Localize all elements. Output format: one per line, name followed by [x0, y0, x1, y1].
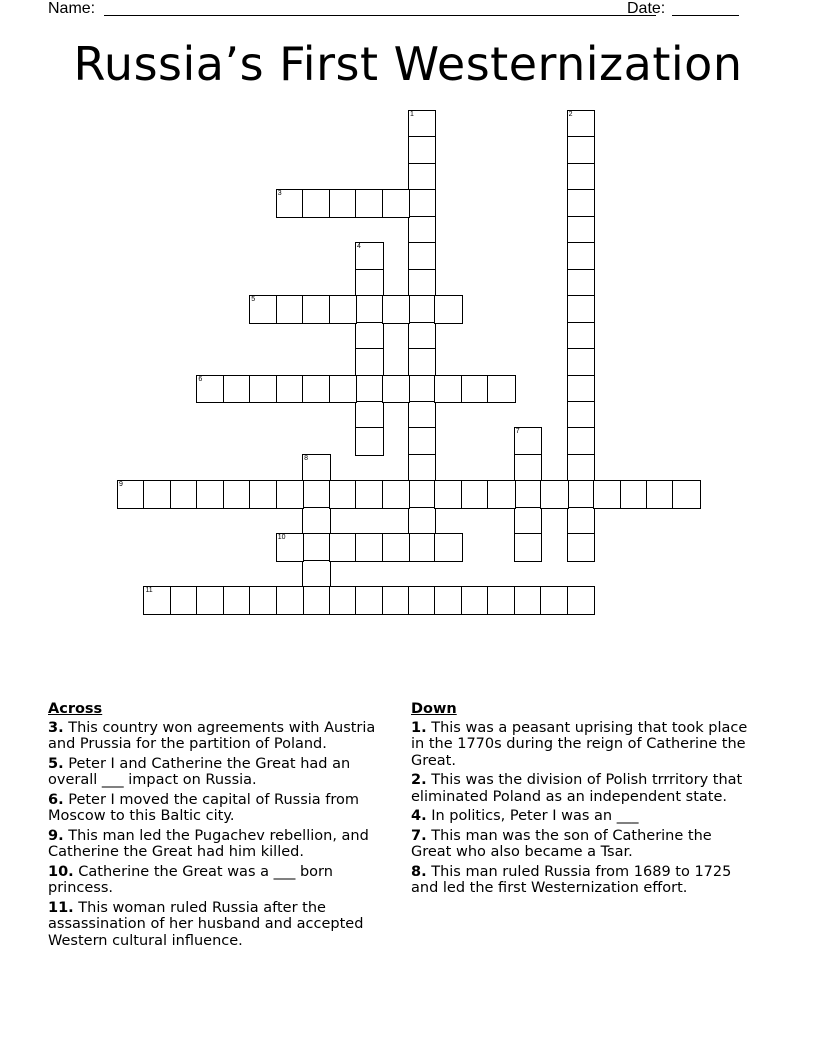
crossword-cell[interactable] [408, 136, 437, 165]
clue-number: 11. [48, 899, 74, 916]
crossword-cell[interactable] [355, 480, 384, 509]
clue-number: 10. [48, 863, 74, 880]
down-clue [411, 772, 756, 805]
crossword-cell[interactable] [567, 136, 596, 165]
crossword-cell[interactable] [408, 375, 437, 404]
clue-number: 1. [411, 719, 427, 736]
clue-number: 4 [357, 243, 361, 251]
crossword-cell[interactable] [329, 295, 358, 324]
crossword-cell[interactable] [408, 427, 437, 456]
crossword-cell[interactable] [329, 480, 358, 509]
crossword-cell[interactable] [567, 110, 596, 139]
crossword-cell[interactable] [408, 480, 437, 509]
crossword-cell[interactable] [302, 586, 331, 615]
crossword-cell[interactable] [646, 480, 675, 509]
crossword-cell[interactable] [408, 189, 437, 218]
crossword-cell[interactable] [276, 295, 305, 324]
clue-text: This man ruled Russia from 1689 to 1725 and led the first Westernization effort. [411, 863, 732, 896]
crossword-cell[interactable] [434, 586, 463, 615]
across-clue [48, 720, 393, 753]
crossword-cell[interactable] [567, 507, 596, 536]
crossword-cell[interactable] [143, 586, 172, 615]
across-heading: Across [48, 701, 103, 717]
crossword-cell[interactable] [355, 533, 384, 562]
clue-text: This woman ruled Russia after the assassination of her husband and accepted Western cultural influence. [48, 899, 364, 949]
crossword-cell[interactable] [249, 586, 278, 615]
crossword-cell[interactable] [249, 295, 278, 324]
crossword-cell[interactable] [620, 480, 649, 509]
crossword-cell[interactable] [408, 454, 437, 483]
crossword-cell[interactable] [355, 269, 384, 298]
clue-number: 5. [48, 755, 64, 772]
crossword-cell[interactable] [434, 295, 463, 324]
crossword-cell[interactable] [487, 586, 516, 615]
across-clue [48, 756, 393, 789]
clue-number: 2. [411, 772, 427, 788]
crossword-cell[interactable] [302, 454, 331, 483]
crossword-cell[interactable] [567, 533, 596, 562]
crossword-cell[interactable] [540, 480, 569, 509]
clue-number: 3 [277, 190, 282, 198]
down-heading: Down [411, 701, 457, 717]
crossword-cell[interactable] [302, 533, 331, 562]
crossword-cell[interactable] [567, 322, 596, 351]
crossword-cell[interactable] [196, 375, 225, 404]
crossword-cell[interactable] [355, 427, 384, 456]
clue-number: 8. [411, 863, 427, 880]
across-clue [48, 792, 393, 825]
clue-text: Catherine the Great was a ___ born princess. [48, 863, 333, 896]
crossword-cell[interactable] [408, 401, 437, 430]
crossword-cell[interactable] [302, 560, 331, 589]
crossword-cell[interactable] [408, 348, 437, 377]
crossword-cell[interactable] [514, 454, 543, 483]
clue-number: 1 [409, 111, 414, 118]
across-clues [48, 701, 393, 952]
clue-text: This was a peasant uprising that took place in the 1770s during the reign of Catherine the Great. [411, 719, 748, 769]
crossword-cell[interactable] [355, 322, 384, 351]
crossword-cell[interactable] [461, 480, 490, 509]
crossword-cell[interactable] [355, 375, 384, 404]
crossword-cell[interactable] [196, 586, 225, 615]
crossword-cell[interactable] [382, 533, 411, 562]
crossword-cell[interactable] [355, 348, 384, 377]
crossword-cell[interactable] [355, 242, 384, 271]
crossword-cell[interactable] [567, 401, 596, 430]
page-title: Russia’s First Westernization [73, 37, 743, 91]
crossword-cell[interactable] [302, 189, 331, 218]
crossword-cell[interactable] [143, 480, 172, 509]
clue-number: 2 [568, 111, 573, 118]
crossword-cell[interactable] [540, 586, 569, 615]
crossword-cell[interactable] [302, 375, 331, 404]
crossword-cell[interactable] [514, 480, 543, 509]
crossword-cell[interactable] [567, 163, 596, 192]
crossword-cell[interactable] [355, 586, 384, 615]
crossword-cell[interactable] [434, 375, 463, 404]
crossword-cell[interactable] [408, 586, 437, 615]
clue-number: 8 [304, 454, 309, 462]
crossword-cell[interactable] [434, 480, 463, 509]
down-clues [411, 701, 756, 900]
crossword-cell[interactable] [461, 586, 490, 615]
name-label: Name: [48, 0, 96, 17]
crossword-cell[interactable] [434, 533, 463, 562]
clue-number: 9. [48, 827, 64, 844]
clue-number: 6 [198, 375, 203, 383]
clue-number: 6. [48, 791, 64, 808]
clue-text: This country won agreements with Austria and Prussia for the partition of Poland. [48, 719, 376, 752]
down-clue-list [411, 720, 756, 897]
crossword-cell[interactable] [170, 480, 199, 509]
clue-number: 7 [515, 428, 520, 436]
across-clue-list [48, 720, 393, 950]
crossword-cell[interactable] [355, 295, 384, 324]
clue-number: 4. [411, 808, 427, 824]
crossword-cell[interactable] [170, 586, 199, 615]
crossword-cell[interactable] [276, 586, 305, 615]
crossword-cell[interactable] [408, 216, 437, 245]
crossword-cell[interactable] [382, 480, 411, 509]
crossword-cell[interactable] [461, 375, 490, 404]
crossword-cell[interactable] [223, 375, 252, 404]
crossword-cell[interactable] [276, 480, 305, 509]
down-clue [411, 864, 756, 897]
clue-number: 9 [119, 481, 123, 489]
crossword-cell[interactable] [329, 375, 358, 404]
crossword-cell[interactable] [196, 480, 225, 509]
crossword-cell[interactable] [593, 480, 622, 509]
crossword-cell[interactable] [276, 189, 305, 218]
crossword-cell[interactable] [382, 189, 411, 218]
crossword-cell[interactable] [487, 480, 516, 509]
crossword-cell[interactable] [514, 586, 543, 615]
clue-text: Peter I moved the capital of Russia from Moscow to this Baltic city. [48, 791, 360, 824]
crossword-cell[interactable] [302, 507, 331, 536]
clue-number: 11 [145, 587, 153, 595]
crossword-cell[interactable] [249, 480, 278, 509]
crossword-cell[interactable] [223, 586, 252, 615]
crossword-cell[interactable] [355, 401, 384, 430]
crossword-cell[interactable] [329, 586, 358, 615]
down-clue [411, 808, 756, 825]
crossword-cell[interactable] [567, 295, 596, 324]
clue-number: 7. [411, 827, 427, 844]
crossword-cell[interactable] [408, 322, 437, 351]
crossword-cell[interactable] [567, 242, 596, 271]
crossword-cell[interactable] [302, 295, 331, 324]
crossword-cell[interactable] [408, 533, 437, 562]
crossword-cell[interactable] [355, 189, 384, 218]
crossword-cell[interactable] [567, 216, 596, 245]
clue-text: This was the division of Polish trrritory that eliminated Poland as an independent state. [411, 772, 743, 805]
crossword-cell[interactable] [382, 295, 411, 324]
clue-number: 3. [48, 719, 64, 736]
down-clue [411, 828, 756, 861]
crossword-cell[interactable] [567, 189, 596, 218]
crossword-cell[interactable] [249, 375, 278, 404]
across-clue [48, 900, 393, 950]
crossword-cell[interactable] [567, 375, 596, 404]
date-label: Date: [627, 0, 666, 17]
crossword-cell[interactable] [408, 163, 437, 192]
crossword-cell[interactable] [276, 533, 305, 562]
clue-text: Peter I and Catherine the Great had an overall ___ impact on Russia. [48, 755, 351, 788]
down-clue [411, 720, 756, 770]
crossword-cell[interactable] [567, 348, 596, 377]
crossword-cell[interactable] [408, 242, 437, 271]
crossword-cell[interactable] [408, 110, 437, 139]
crossword-cell[interactable] [567, 480, 596, 509]
across-clue [48, 828, 393, 861]
across-clue [48, 864, 393, 897]
crossword-cell[interactable] [408, 507, 437, 536]
crossword-cell[interactable] [117, 480, 146, 509]
clue-number: 5 [251, 296, 256, 304]
crossword-cell[interactable] [672, 480, 701, 509]
crossword-cell[interactable] [487, 375, 516, 404]
crossword-cell[interactable] [567, 586, 596, 615]
crossword-cell[interactable] [567, 454, 596, 483]
clue-number: 10 [277, 534, 286, 542]
clue-text: In politics, Peter I was an ___ [426, 808, 639, 824]
crossword-cell[interactable] [514, 427, 543, 456]
crossword-cell[interactable] [567, 427, 596, 456]
crossword-cell[interactable] [382, 375, 411, 404]
clue-text: This man was the son of Catherine the Great who also became a Tsar. [411, 827, 712, 860]
crossword-cell[interactable] [408, 269, 437, 298]
crossword-cell[interactable] [408, 295, 437, 324]
crossword-cell[interactable] [514, 533, 543, 562]
crossword-cell[interactable] [276, 375, 305, 404]
crossword-cell[interactable] [329, 533, 358, 562]
crossword-cell[interactable] [382, 586, 411, 615]
clue-text: This man led the Pugachev rebellion, and Catherine the Great had him killed. [48, 827, 369, 860]
crossword-cell[interactable] [567, 269, 596, 298]
crossword-cell[interactable] [514, 507, 543, 536]
crossword-cell[interactable] [223, 480, 252, 509]
crossword-cell[interactable] [329, 189, 358, 218]
crossword-cell[interactable] [302, 480, 331, 509]
